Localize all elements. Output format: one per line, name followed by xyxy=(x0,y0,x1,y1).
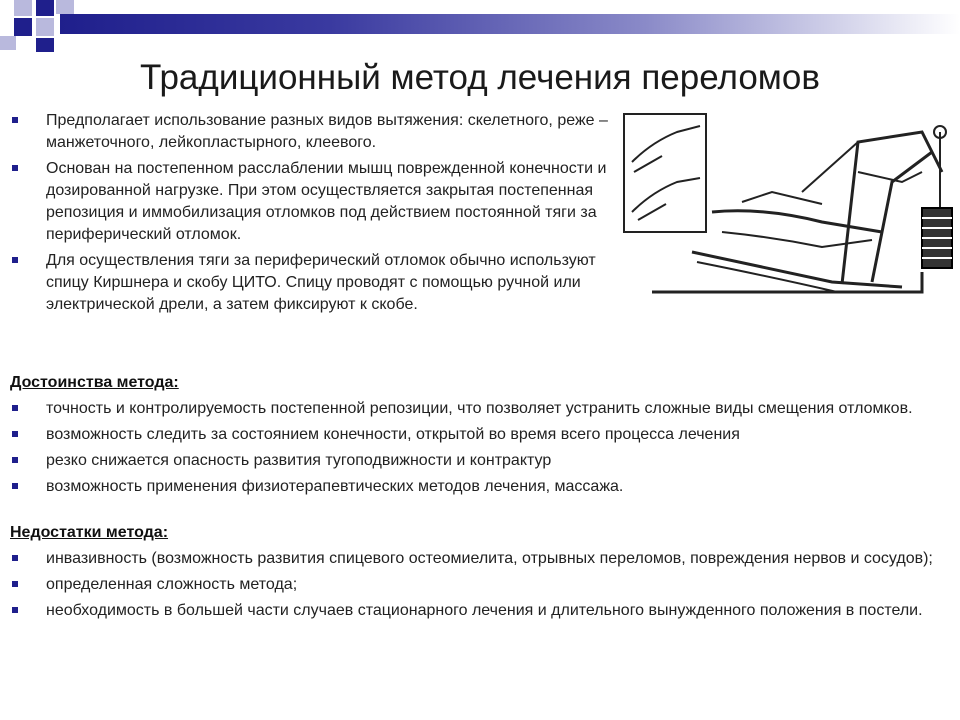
list-item-text: резко снижается опасность развития тугоподвижности и контрактур xyxy=(46,452,552,469)
square-bullet-icon xyxy=(12,483,18,489)
list-item-text: необходимость в большей части случаев стационарного лечения и длительного вынужденного положения в постели. xyxy=(46,602,923,619)
list-item xyxy=(10,548,940,570)
disadvantages-list xyxy=(10,548,940,626)
list-item xyxy=(10,600,940,622)
page-title: Традиционный метод лечения переломов xyxy=(140,58,820,97)
advantages-list xyxy=(10,398,940,502)
decor-square xyxy=(56,0,74,14)
square-bullet-icon xyxy=(12,431,18,437)
list-item xyxy=(10,574,940,596)
decor-square xyxy=(14,0,32,16)
square-bullet-icon xyxy=(12,457,18,463)
list-item xyxy=(10,476,940,498)
list-item-text: возможность следить за состоянием конечности, открытой во время всего процесса лечения xyxy=(46,426,740,443)
square-bullet-icon xyxy=(12,257,18,263)
header-gradient-bar xyxy=(60,14,960,34)
decor-square xyxy=(36,38,54,52)
list-item-text: определенная сложность метода; xyxy=(46,576,298,593)
list-item xyxy=(10,250,610,316)
advantages-heading: Достоинства метода: xyxy=(10,374,179,391)
list-item-text: инвазивность (возможность развития спицевого остеомиелита, отрывных переломов, повреждения нервов и сосудов); xyxy=(46,550,933,567)
disadvantages-heading: Недостатки метода: xyxy=(10,524,169,541)
list-item xyxy=(10,110,610,154)
list-item xyxy=(10,450,940,472)
square-bullet-icon xyxy=(12,117,18,123)
list-item-text: Основан на постепенном расслаблении мышц поврежденной конечности и дозированной нагрузке. При этом осуществляется закрытая постепенная репозиция и иммобилизация отломков под действием постоянной тяги за периферический отломок. xyxy=(46,160,607,243)
list-item-text: Для осуществления тяги за периферический отломок обычно используют спицу Киршнера и скобу ЦИТО. Спицу проводят с помощью ручной или электрической дрели, а затем фиксируют к скобе. xyxy=(46,252,596,313)
intro-list xyxy=(10,110,610,320)
header-decoration xyxy=(0,0,960,40)
square-bullet-icon xyxy=(12,405,18,411)
decor-square xyxy=(36,18,54,36)
decor-square xyxy=(0,36,16,50)
list-item xyxy=(10,158,610,246)
skeletal-traction-frame-illustration xyxy=(622,112,954,306)
square-bullet-icon xyxy=(12,165,18,171)
decor-square xyxy=(36,0,54,16)
list-item-text: Предполагает использование разных видов вытяжения: скелетного, реже – манжеточного, лейкопластырного, клеевого. xyxy=(46,112,608,151)
list-item xyxy=(10,398,940,420)
list-item xyxy=(10,424,940,446)
square-bullet-icon xyxy=(12,607,18,613)
list-item-text: точность и контролируемость постепенной репозиции, что позволяет устранить сложные виды смещения отломков. xyxy=(46,400,913,417)
decor-square xyxy=(14,18,32,36)
list-item-text: возможность применения физиотерапевтических методов лечения, массажа. xyxy=(46,478,624,495)
inset-frame xyxy=(624,114,706,232)
square-bullet-icon xyxy=(12,555,18,561)
square-bullet-icon xyxy=(12,581,18,587)
